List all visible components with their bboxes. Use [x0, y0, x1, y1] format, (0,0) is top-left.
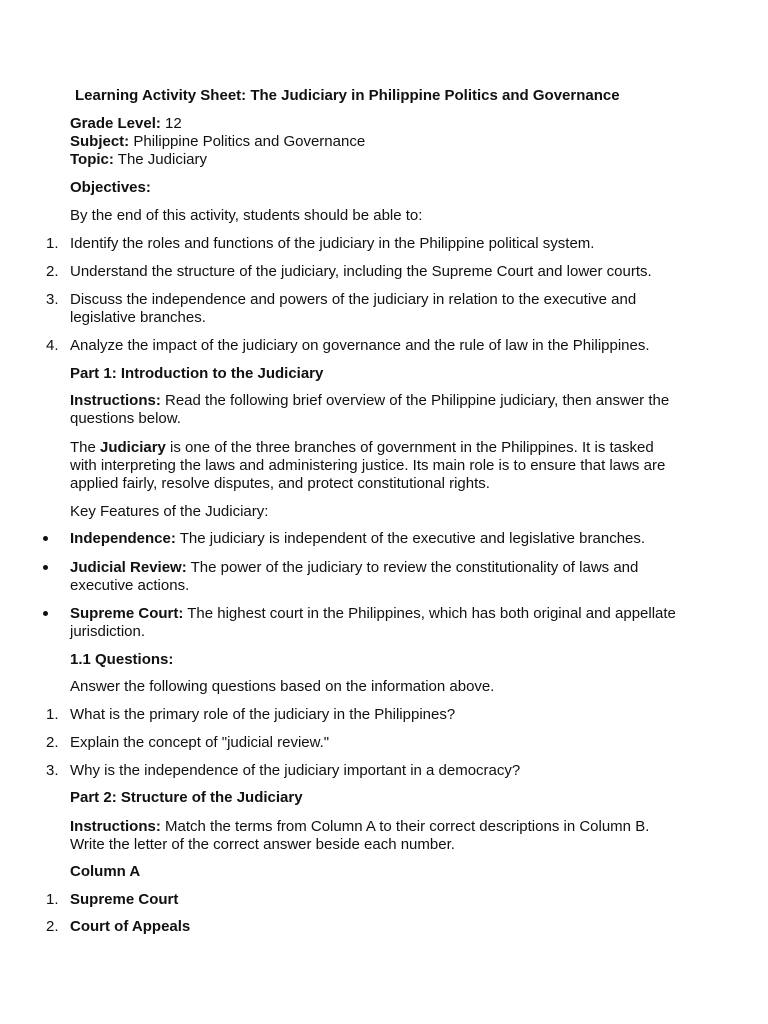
grade-level-value: 12 — [165, 115, 182, 132]
list-number: 2. — [46, 263, 59, 280]
subject-label: Subject: — [70, 133, 130, 150]
features-intro: Key Features of the Judiciary: — [70, 503, 269, 520]
objective-text-line: legislative branches. — [70, 309, 206, 326]
part1-instructions-text: Read the following brief overview of the Philippine judiciary, then answer the — [160, 392, 670, 409]
feature-label: Independence: — [70, 530, 176, 547]
subject-value: Philippine Politics and Governance — [133, 133, 366, 150]
part1-heading: Part 1: Introduction to the Judiciary — [70, 365, 324, 382]
objective-text-line: Discuss the independence and powers of the judiciary in relation to the executive and — [70, 291, 637, 308]
part2-heading: Part 2: Structure of the Judiciary — [70, 789, 303, 806]
feature-text-line — [70, 530, 710, 548]
column-a-term: Court of Appeals — [70, 918, 191, 935]
feature-description: The power of the judiciary to review the constitutionality of laws and — [186, 559, 639, 576]
list-number: 1. — [46, 891, 59, 908]
part2-instructions-label: Instructions: — [70, 818, 161, 835]
feature-description: The judiciary is independent of the executive and legislative branches. — [175, 530, 646, 547]
grade-level-line — [70, 115, 710, 133]
part2-instructions-line — [70, 818, 710, 836]
feature-text — [70, 605, 710, 641]
questions-heading: 1.1 Questions: — [70, 651, 174, 668]
question-text: Explain the concept of "judicial review." — [70, 734, 330, 751]
bullet-icon — [43, 611, 48, 616]
bullet-icon — [43, 536, 48, 541]
list-number: 1. — [46, 706, 59, 723]
topic-label: Topic: — [70, 151, 114, 168]
part2-instructions-text: Match the terms from Column A to their correct descriptions in Column B. — [160, 818, 650, 835]
list-number: 2. — [46, 918, 59, 935]
judiciary-term: Judiciary — [100, 439, 166, 456]
objective-text: Understand the structure of the judiciary, including the Supreme Court and lower courts. — [70, 263, 652, 280]
topic-value: The Judiciary — [117, 151, 207, 168]
part1-instructions-line — [70, 392, 710, 410]
column-a-term: Supreme Court — [70, 891, 179, 908]
judiciary-paragraph — [70, 439, 710, 493]
feature-label: Judicial Review: — [70, 559, 187, 576]
part2-instructions — [70, 818, 710, 854]
feature-label: Supreme Court: — [70, 605, 184, 622]
part1-instructions-line: questions below. — [70, 410, 181, 427]
judiciary-paragraph-line: applied fairly, resolve disputes, and protect constitutional rights. — [70, 475, 490, 492]
column-a-heading: Column A — [70, 863, 141, 880]
part2-instructions-line: Write the letter of the correct answer beside each number. — [70, 836, 455, 853]
question-text: What is the primary role of the judiciary in the Philippines? — [70, 706, 456, 723]
questions-intro: Answer the following questions based on the information above. — [70, 678, 495, 695]
list-number: 3. — [46, 762, 59, 779]
feature-text-line: jurisdiction. — [70, 623, 146, 640]
meta-block — [70, 115, 710, 169]
judiciary-paragraph-line: with interpreting the laws and administering justice. Its main role is to ensure that laws are — [70, 457, 666, 474]
bullet-icon — [43, 565, 48, 570]
subject-line — [70, 133, 710, 151]
question-text: Why is the independence of the judiciary important in a democracy? — [70, 762, 521, 779]
objective-text: Analyze the impact of the judiciary on governance and the rule of law in the Philippines. — [70, 337, 650, 354]
feature-description: The highest court in the Philippines, which has both original and appellate — [183, 605, 676, 622]
topic-line — [70, 151, 710, 169]
feature-text-line — [70, 559, 710, 577]
paragraph-text: is one of the three branches of government in the Philippines. It is tasked — [165, 439, 654, 456]
list-number: 2. — [46, 734, 59, 751]
part1-instructions-label: Instructions: — [70, 392, 161, 409]
part1-instructions — [70, 392, 710, 428]
paragraph-text: The — [70, 439, 101, 456]
grade-level-label: Grade Level: — [70, 115, 161, 132]
objective-text: Identify the roles and functions of the judiciary in the Philippine political system. — [70, 235, 595, 252]
list-number: 3. — [46, 291, 59, 308]
objectives-intro: By the end of this activity, students should be able to: — [70, 207, 423, 224]
feature-text — [70, 559, 710, 595]
document-title: Learning Activity Sheet: The Judiciary in Philippine Politics and Governance — [75, 87, 620, 104]
list-number: 4. — [46, 337, 59, 354]
feature-text-line — [70, 605, 710, 623]
judiciary-paragraph-line — [70, 439, 710, 457]
feature-text-line: executive actions. — [70, 577, 190, 594]
list-number: 1. — [46, 235, 59, 252]
objectives-heading: Objectives: — [70, 179, 151, 196]
objective-text — [70, 291, 710, 327]
feature-text — [70, 530, 710, 548]
